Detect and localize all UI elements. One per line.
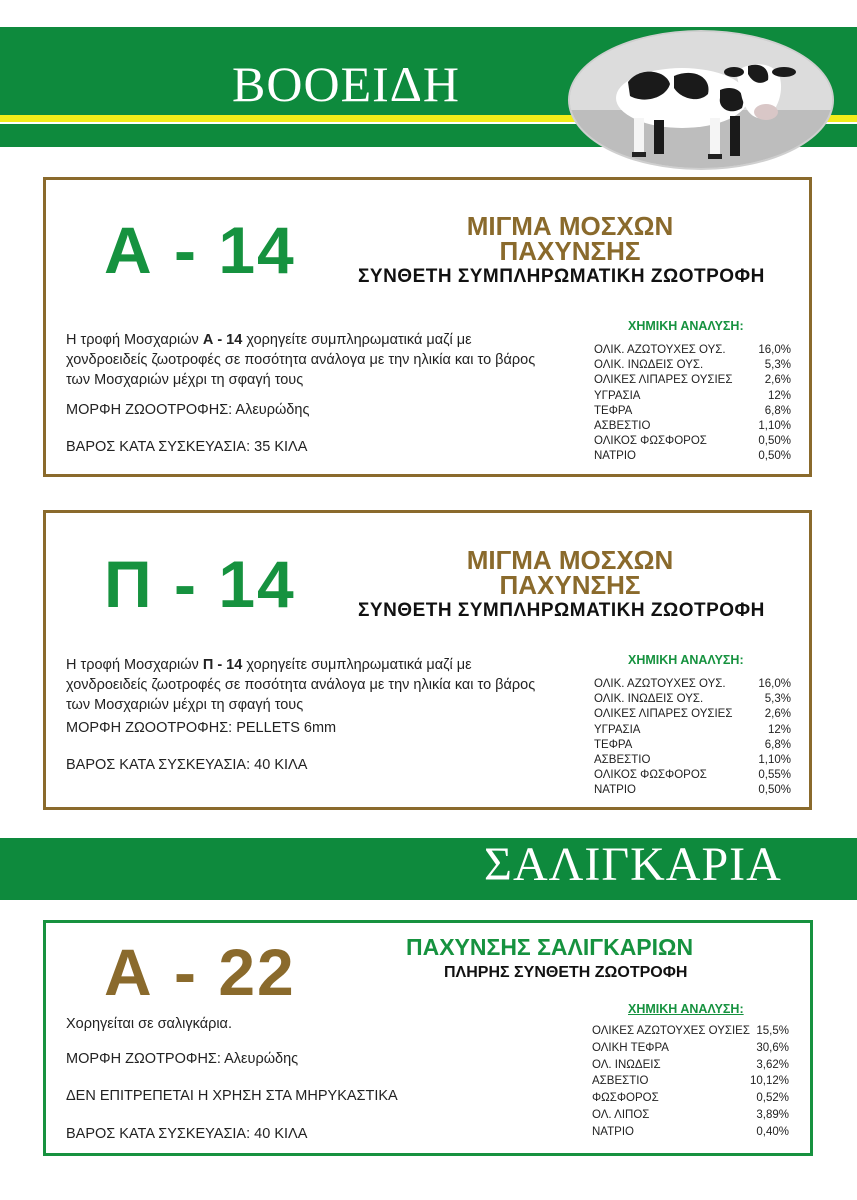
section-title-cattle: ΒΟΟΕΙΔΗ xyxy=(232,56,461,112)
chem-component-value: 0,50% xyxy=(758,450,791,463)
chem-component-value: 1,10% xyxy=(758,419,791,432)
chem-component-name: ΝΑΤΡΙΟ xyxy=(594,450,636,463)
chem-component-name: ΥΓΡΑΣΙΑ xyxy=(594,389,641,402)
product-code: Π - 14 xyxy=(104,547,296,621)
chem-analysis-row xyxy=(592,1023,789,1040)
chem-analysis-row xyxy=(594,738,791,753)
chem-component-value: 0,52% xyxy=(756,1092,789,1105)
section-title-snails: ΣΑΛΙΓΚΑΡΙΑ xyxy=(484,838,782,891)
chem-analysis-row xyxy=(594,373,791,388)
chem-analysis-row xyxy=(594,783,791,798)
chem-component-name: ΟΛΙΚ. ΑΖΩΤΟΥΧΕΣ ΟΥΣ. xyxy=(594,678,726,690)
chem-component-value: 16,0% xyxy=(758,678,791,690)
chem-component-value: 6,8% xyxy=(764,404,791,417)
chem-component-name: ΟΛΙΚΕΣ ΛΙΠΑΡΕΣ ΟΥΣΙΕΣ xyxy=(594,708,733,721)
package-weight: ΒΑΡΟΣ ΚΑΤΑ ΣΥΣΚΕΥΑΣΙΑ: 40 ΚΙΛΑ xyxy=(66,1126,308,1142)
feed-type: ΠΛΗΡΗΣ ΣΥΝΘΕΤΗ ΖΩΟΤΡΟΦΗ xyxy=(444,964,688,981)
chem-component-value: 3,62% xyxy=(756,1058,789,1071)
chem-analysis-table xyxy=(594,677,791,799)
chem-component-name: ΟΛΙΚΟΣ ΦΩΣΦΟΡΟΣ xyxy=(594,769,707,782)
chem-analysis-row xyxy=(594,677,791,692)
feed-form: ΜΟΡΦΗ ΖΩΟΟΤΡΟΦΗΣ: PELLETS 6mm xyxy=(66,720,337,736)
chem-component-name: ΦΩΣΦΟΡΟΣ xyxy=(592,1092,659,1105)
chem-component-name: ΟΛΙΚ. ΙΝΩΔΕΙΣ ΟΥΣ. xyxy=(594,693,704,706)
feed-type: ΣΥΝΘΕΤΗ ΣΥΜΠΛΗΡΩΜΑΤΙΚΗ ΖΩΟΤΡΟΦΗ xyxy=(358,600,765,621)
chem-analysis-row xyxy=(594,707,791,722)
product-description: Χορηγείται σε σαλιγκάρια. xyxy=(66,1016,232,1032)
cow-illustration xyxy=(570,32,832,168)
chem-component-value: 10,12% xyxy=(749,1075,789,1088)
feed-type: ΣΥΝΘΕΤΗ ΣΥΜΠΛΗΡΩΜΑΤΙΚΗ ΖΩΟΤΡΟΦΗ xyxy=(358,266,765,287)
chem-analysis-row xyxy=(592,1073,789,1090)
chem-analysis-row xyxy=(592,1090,789,1107)
chem-component-name: ΟΛ. ΙΝΩΔΕΙΣ xyxy=(592,1058,661,1071)
chem-component-value: 6,8% xyxy=(764,738,791,751)
chem-component-name: ΟΛ. ΛΙΠΟΣ xyxy=(592,1108,650,1121)
chem-analysis-row xyxy=(594,692,791,707)
usage-warning: ΔΕΝ ΕΠΙΤΡΕΠΕΤΑΙ Η ΧΡΗΣΗ ΣΤΑ ΜΗΡΥΚΑΣΤΙΚΑ xyxy=(66,1088,398,1104)
chem-component-name: ΟΛΙΚΕΣ ΛΙΠΑΡΕΣ ΟΥΣΙΕΣ xyxy=(594,374,733,387)
chem-analysis-row xyxy=(592,1040,789,1057)
chem-analysis-table xyxy=(594,343,791,465)
chem-component-name: ΝΑΤΡΙΟ xyxy=(594,784,636,797)
product-title: ΠΑΧΥΝΣΗΣ ΣΑΛΙΓΚΑΡΙΩΝ xyxy=(406,934,694,960)
chem-analysis-row xyxy=(594,404,791,419)
chem-component-value: 0,50% xyxy=(758,784,791,797)
chem-analysis-row xyxy=(594,768,791,783)
chem-analysis-table xyxy=(592,1023,789,1141)
chem-analysis-row xyxy=(594,723,791,738)
chem-analysis-row xyxy=(594,358,791,373)
chem-analysis-row xyxy=(594,343,791,358)
product-subtitle: ΜΙΓΜΑ ΜΟΣΧΩΝ ΠΑΧΥΝΣΗΣ xyxy=(466,545,674,600)
product-code: Α - 14 xyxy=(104,213,296,287)
chem-component-name: ΟΛΙΚΕΣ ΑΖΩΤΟΥΧΕΣ ΟΥΣΙΕΣ xyxy=(592,1025,750,1037)
chem-component-value: 15,5% xyxy=(756,1025,789,1037)
chem-analysis-row xyxy=(594,434,791,449)
chem-component-name: ΟΛΙΚΗ ΤΕΦΡΑ xyxy=(592,1041,669,1054)
package-weight: ΒΑΡΟΣ ΚΑΤΑ ΣΥΣΚΕΥΑΣΙΑ: 35 ΚΙΛΑ xyxy=(66,439,308,455)
chem-component-name: ΑΣΒΕΣΤΙΟ xyxy=(592,1075,649,1088)
product-description: Η τροφή Μοσχαριών Π - 14 χορηγείτε συμπληρωματικά μαζί με χονδροειδείς ζωοτροφές σε ποσότητα ανάλογα με την ηλικία και το βάρος των Μοσχαριών μέχρι τη σφαγή τους xyxy=(66,657,536,713)
chem-component-name: ΥΓΡΑΣΙΑ xyxy=(594,723,641,736)
chem-component-name: ΟΛΙΚΟΣ ΦΩΣΦΟΡΟΣ xyxy=(594,435,707,448)
chem-component-value: 12% xyxy=(767,723,791,736)
chem-component-name: ΑΣΒΕΣΤΙΟ xyxy=(594,753,651,766)
chem-analysis-row xyxy=(592,1057,789,1074)
chem-component-name: ΟΛΙΚ. ΑΖΩΤΟΥΧΕΣ ΟΥΣ. xyxy=(594,344,726,356)
chem-component-value: 3,89% xyxy=(756,1108,789,1121)
chem-component-name: ΤΕΦΡΑ xyxy=(594,404,633,417)
chem-component-value: 5,3% xyxy=(764,359,791,372)
chem-component-value: 12% xyxy=(767,389,791,402)
chem-analysis-row xyxy=(592,1124,789,1141)
chem-analysis-title: ΧΗΜΙΚΗ ΑΝΑΛΥΣΗ: xyxy=(628,319,744,333)
cow-photo xyxy=(568,30,834,170)
chem-analysis-row xyxy=(592,1107,789,1124)
chem-component-value: 0,40% xyxy=(756,1125,789,1138)
chem-component-value: 2,6% xyxy=(764,708,791,721)
chem-analysis-row xyxy=(594,419,791,434)
chem-component-value: 0,50% xyxy=(758,435,791,448)
feed-form: ΜΟΡΦΗ ΖΩΟΟΤΡΟΦΗΣ: Αλευρώδης xyxy=(66,402,310,418)
chem-component-value: 30,6% xyxy=(756,1041,789,1054)
chem-component-value: 1,10% xyxy=(758,753,791,766)
feed-form: ΜΟΡΦΗ ΖΩΟΤΡΟΦΗΣ: Αλευρώδης xyxy=(66,1051,299,1067)
chem-analysis-row xyxy=(594,389,791,404)
chem-analysis-title: ΧΗΜΙΚΗ ΑΝΑΛΥΣΗ: xyxy=(628,653,744,667)
chem-component-name: ΤΕΦΡΑ xyxy=(594,738,633,751)
chem-component-name: ΝΑΤΡΙΟ xyxy=(592,1125,634,1138)
chem-component-value: 0,55% xyxy=(758,769,791,782)
product-description: Η τροφή Μοσχαριών Α - 14 χορηγείτε συμπληρωματικά μαζί με χονδροειδείς ζωοτροφές σε ποσότητα ανάλογα με την ηλικία και το βάρος των Μοσχαριών μέχρι τη σφαγή τους xyxy=(66,332,536,388)
product-subtitle: ΜΙΓΜΑ ΜΟΣΧΩΝ ΠΑΧΥΝΣΗΣ xyxy=(466,211,674,266)
chem-analysis-title: ΧΗΜΙΚΗ ΑΝΑΛΥΣΗ: xyxy=(628,1002,744,1016)
chem-analysis-row xyxy=(594,753,791,768)
chem-component-value: 5,3% xyxy=(764,693,791,706)
chem-component-name: ΑΣΒΕΣΤΙΟ xyxy=(594,419,651,432)
package-weight: ΒΑΡΟΣ ΚΑΤΑ ΣΥΣΚΕΥΑΣΙΑ: 40 ΚΙΛΑ xyxy=(66,757,308,773)
product-code: Α - 22 xyxy=(104,935,296,1009)
chem-analysis-row xyxy=(594,449,791,464)
chem-component-value: 16,0% xyxy=(758,344,791,356)
chem-component-name: ΟΛΙΚ. ΙΝΩΔΕΙΣ ΟΥΣ. xyxy=(594,359,704,372)
chem-component-value: 2,6% xyxy=(764,374,791,387)
